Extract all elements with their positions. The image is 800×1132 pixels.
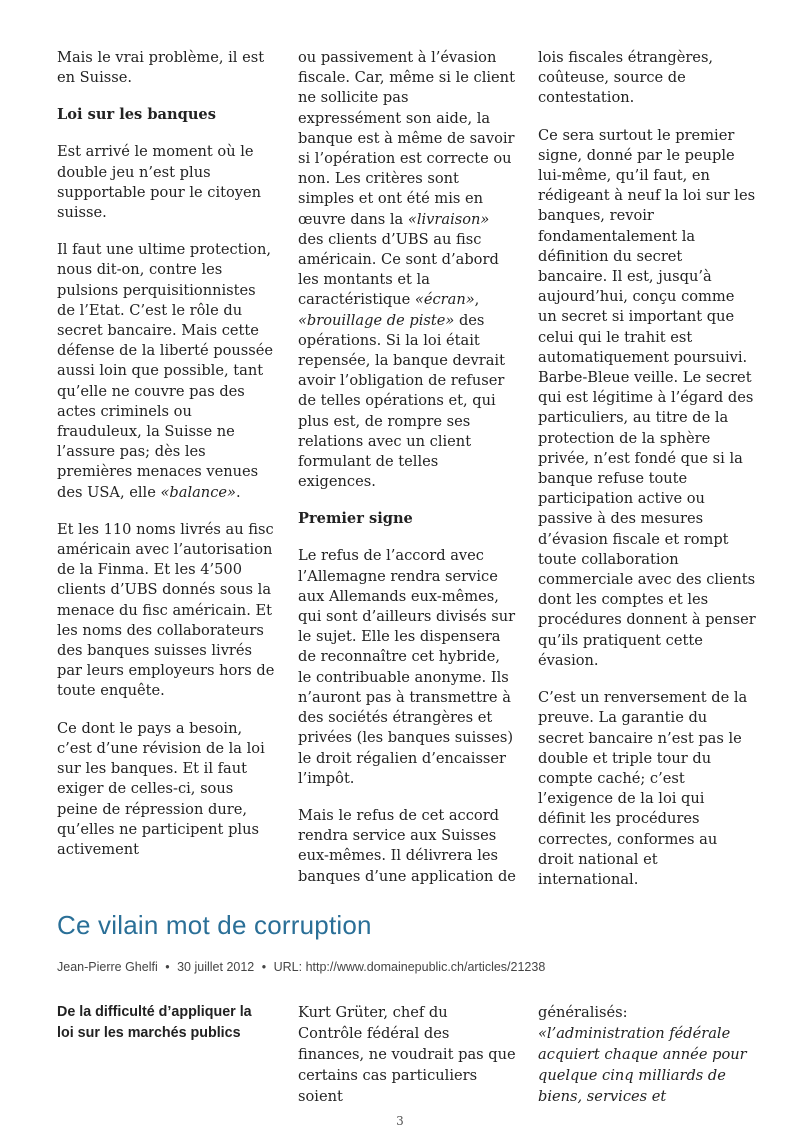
byline xyxy=(57,960,545,974)
text-run: , xyxy=(474,291,480,309)
paragraph xyxy=(298,48,516,492)
paragraph: Mais le refus de cet accord rendra service aux Suisses eux-mêmes. Il délivrera les banques d’une application de xyxy=(298,806,516,885)
paragraph: Et les 110 noms livrés au fisc américain avec l’autorisation de la Finma. Et les 4’500 clients d’UBS donnés sous la menace du fisc américain. Et les noms des collaborateurs des banques suisses livrés par leurs employeurs hors de toute enquête. xyxy=(57,520,275,700)
section-heading: Premier signe xyxy=(298,510,413,528)
article-paragraph: Kurt Grüter, chef du Contrôle fédéral des finances, ne voudrait pas que certains cas particuliers soient xyxy=(298,1004,516,1105)
text-run: des clients d’UBS au fisc américain. Ce sont d’abord les montants et la caractéristique xyxy=(298,230,499,309)
quote-run: «balance» xyxy=(160,483,236,501)
section-heading: Loi sur les banques xyxy=(57,106,216,124)
column-1 xyxy=(57,48,275,877)
column-3 xyxy=(538,48,756,907)
paragraph: Ce dont le pays a besoin, c’est d’une révision de la loi sur les banques. Et il faut exiger de celles-ci, sous peine de répression dure, qu’elles ne participent plus activement xyxy=(57,719,265,858)
article-title: Ce vilain mot de corruption xyxy=(57,910,372,940)
paragraph: C’est un renversement de la preuve. La garantie du secret bancaire n’est pas le double et triple tour du compte caché; c’est l’exigence de la loi qui définit les procédures correctes, conformes au droit national et international. xyxy=(538,689,748,888)
text-run: Il faut une ultime protection, nous dit-on, contre les pulsions perquisitionnistes de l’Etat. C’est le rôle du secret bancaire. Mais cette défense de la liberté poussée aussi loin que possible, tant qu’elle ne couvre pas des actes criminels ou frauduleux, la Suisse ne l’assure pas; dès les premières menaces venues des USA, elle xyxy=(57,241,274,501)
text-run: généralisés: xyxy=(538,1004,628,1021)
quote-run: «livraison» xyxy=(407,210,490,228)
author: Jean-Pierre Ghelfi xyxy=(57,960,158,974)
byline-separator: • xyxy=(165,960,170,974)
quote-run: «l’administration fédérale acquiert chaque année pour quelque cinq milliards de biens, services et xyxy=(538,1025,747,1105)
text-run: des opérations. Si la loi était repensée, la banque devrait avoir l’obligation de refuser de telles opérations et, qui plus est, de rompre ses relations avec un client formulant de telles exigences. xyxy=(298,311,505,491)
paragraph: lois fiscales étrangères, coûteuse, source de contestation. xyxy=(538,49,714,107)
paragraph: Mais le vrai problème, il est en Suisse. xyxy=(57,49,265,87)
text-run: . xyxy=(235,483,241,501)
quote-run: «brouillage de piste» xyxy=(298,311,455,329)
date: 30 juillet 2012 xyxy=(177,960,255,974)
paragraph: Ce sera surtout le premier signe, donné par le peuple lui-même, qu’il faut, en rédigeant à neuf la loi sur les banques, revoir fondamentalement la définition du secret bancaire. Il est, jusqu’à aujourd’hui, conçu comme un secret si important que celui qui le trahit est automatiquement poursuivi. Barbe-Bleue veille. Le secret qui est légitime à l’égard des particuliers, au titre de la protection de la sphère privée, n’est fondé que si la banque refuse toute participation active ou passive à des mesures d’évasion fiscale et rompt toute collaboration commerciale avec des clients dont les comptes et les procédures donnent à penser qu’ils pratiquent cette évasion. xyxy=(538,126,756,669)
paragraph: Est arrivé le moment où le double jeu n’est plus supportable pour le citoyen suisse. xyxy=(57,143,262,222)
column-2 xyxy=(298,48,516,904)
text-run: ou passivement à l’évasion fiscale. Car, même si le client ne sollicite pas expressément son aide, la banque est à même de savoir si l’opération est correcte ou non. Les critères sont simples et ont été mis en œuvre dans la xyxy=(298,49,515,228)
paragraph: Le refus de l’accord avec l’Allemagne rendra service aux Allemands eux-mêmes, qui sont d’ailleurs divisés sur le sujet. Elle les dispensera de reconnaître cet hybride, le contribuable anonyme. Ils n’auront pas à transmettre à des sociétés étrangères et privées (les banques suisses) le droit régalien d’encaisser l’impôt. xyxy=(298,547,516,787)
quote-run: «écran» xyxy=(414,291,475,309)
byline-separator: • xyxy=(261,960,267,974)
paragraph xyxy=(57,240,275,503)
page-number: 3 xyxy=(396,1114,404,1128)
article-subtitle: De la difficulté d’appliquer la loi sur les marchés publics xyxy=(57,1004,252,1041)
article-url[interactable]: URL: http://www.domainepublic.ch/articles/21238 xyxy=(273,960,546,974)
article-paragraph xyxy=(538,1002,756,1107)
